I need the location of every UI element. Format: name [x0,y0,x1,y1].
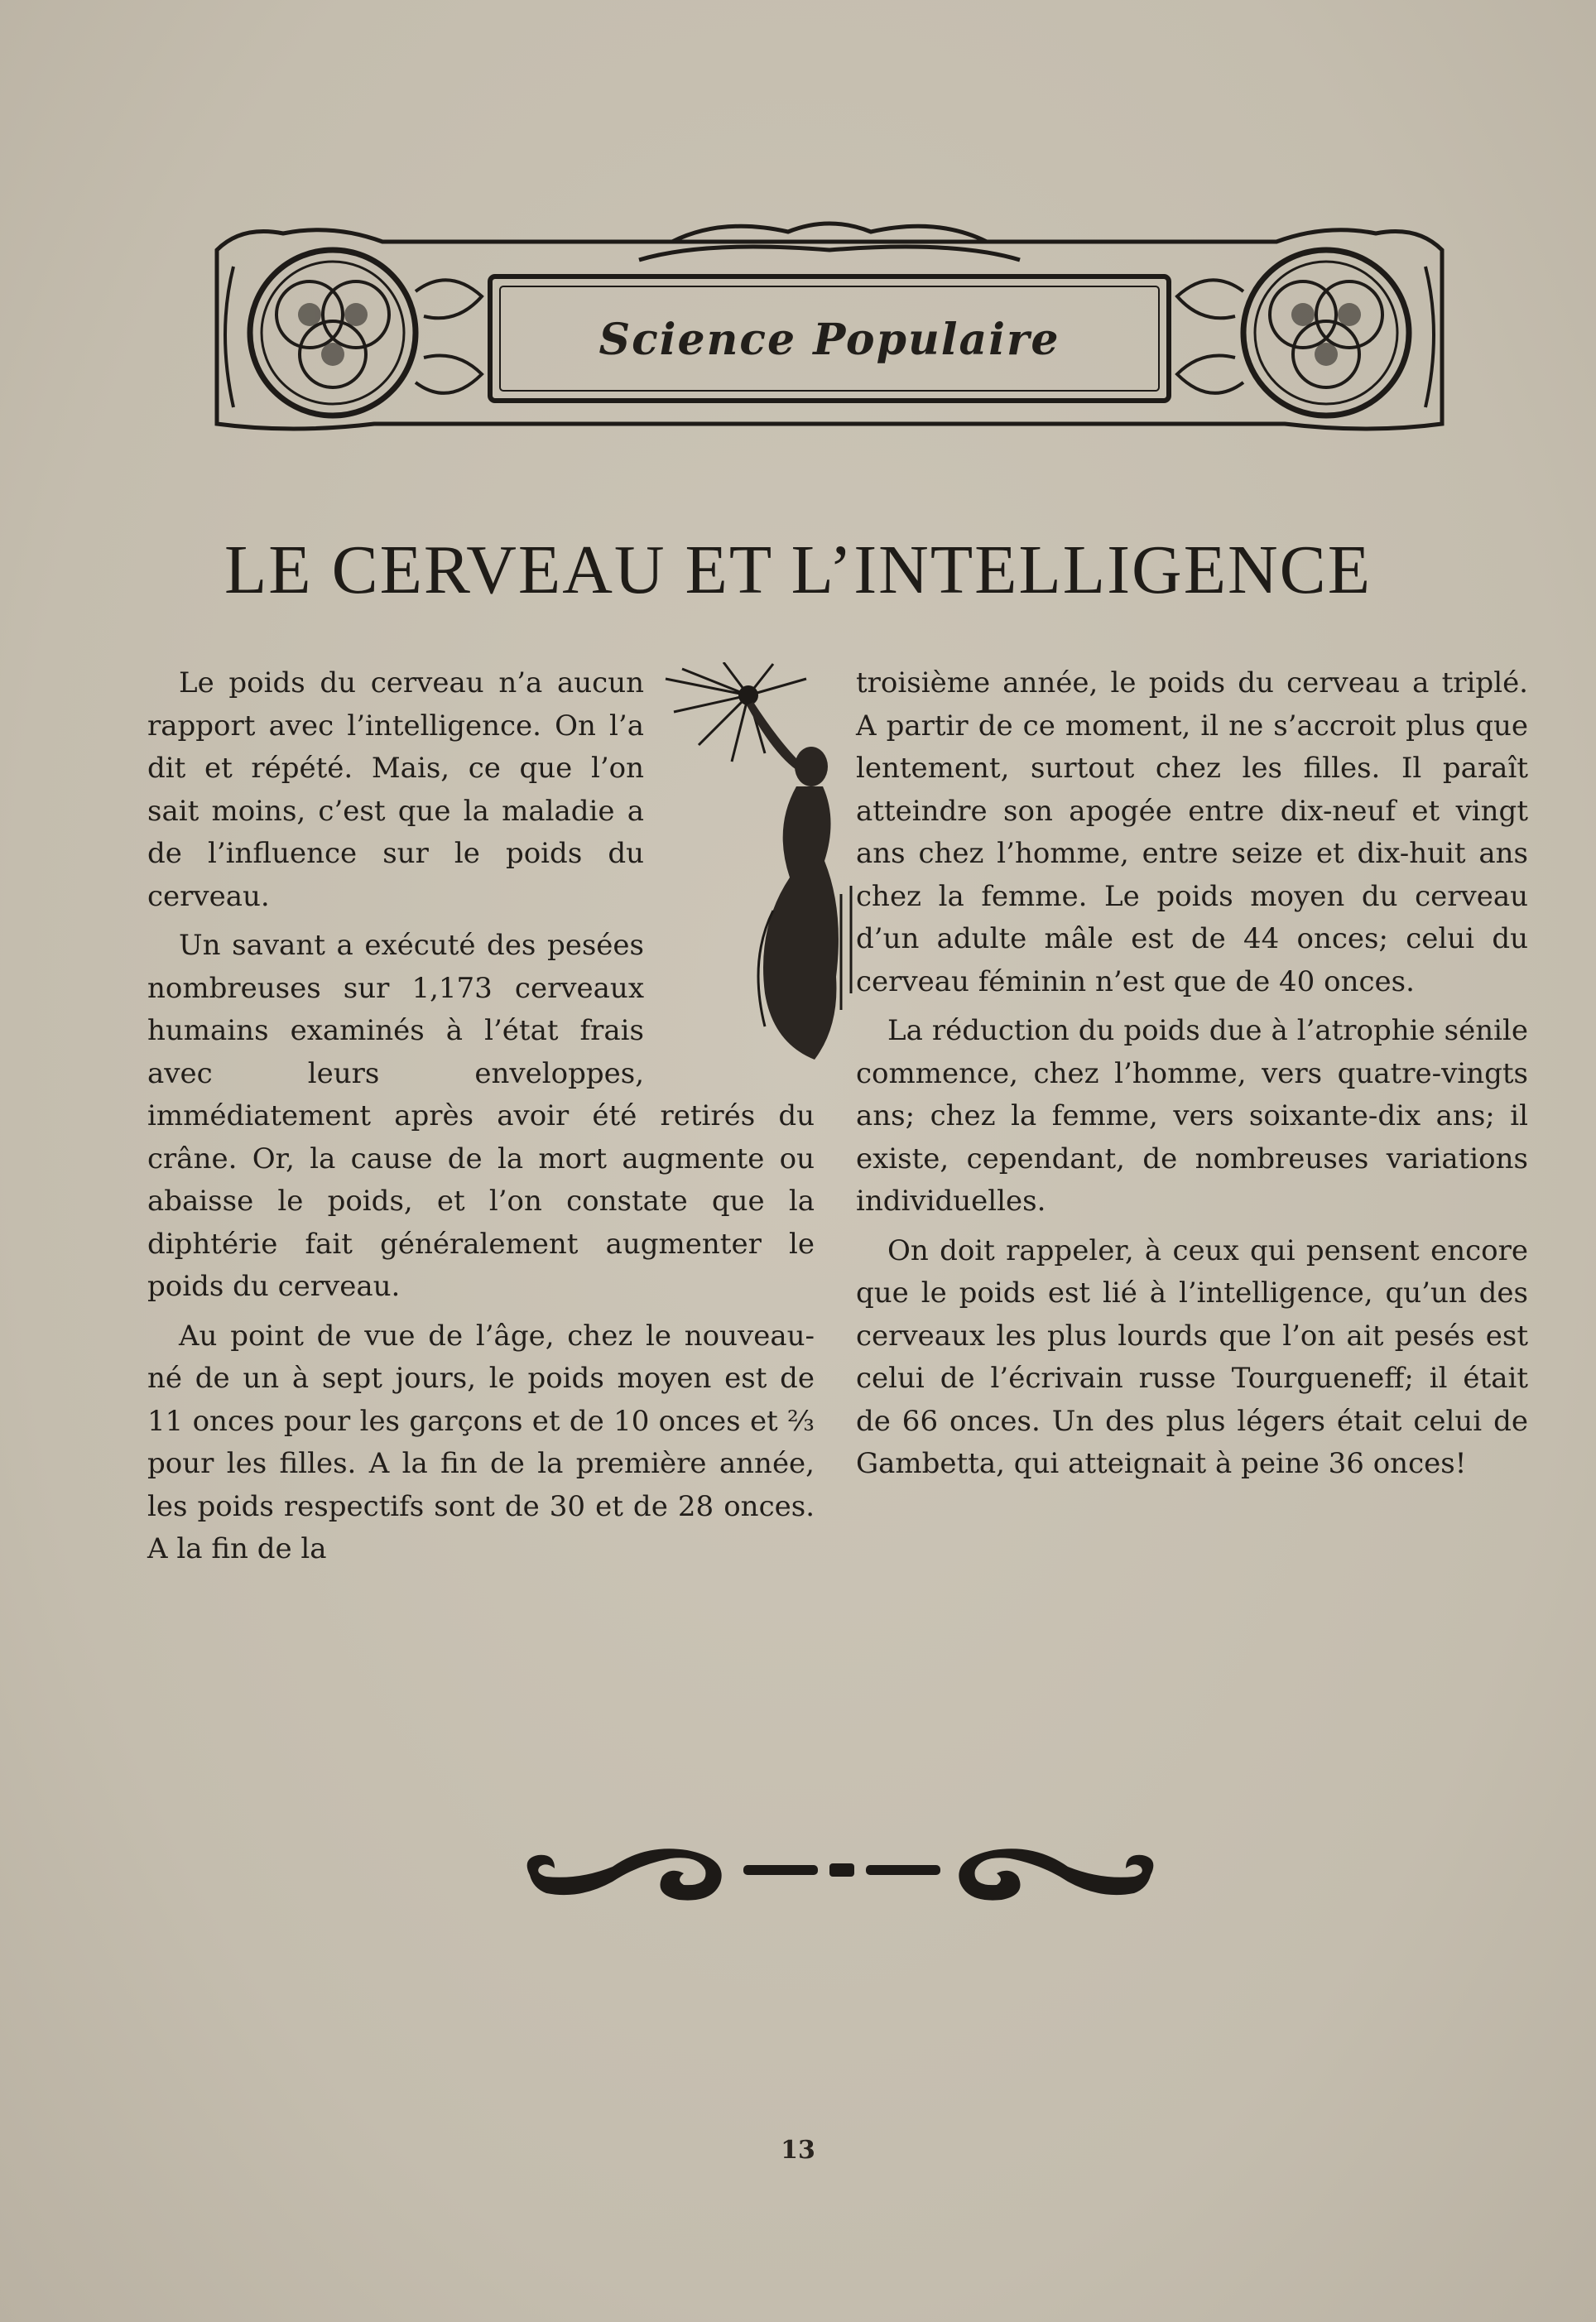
paragraph: Au point de vue de l’âge, chez le nouveau-né de un à sept jours, le poids moyen est de 11 onces pour les garçons et de 10 onces et ⅔ pour les filles. A la fin de la première année, les poids respectifs sont de 30 et de 28 onces. A la fin de la [147,1319,815,1565]
section-banner [209,217,1450,440]
paragraph: On doit rappeler, à ceux qui pensent encore que le poids est lié à l’intelligence, qu’un des cerveaux les plus lourds que l’on ait pesés est celui de l’écrivain russe Tourgueneff; il était de 66 onces. Un des plus légers était celui de Gambetta, qui atteignait à peine 36 onces! [856,1233,1528,1480]
article-title: LE CERVEAU ET L’INTELLIGENCE [224,531,1372,608]
illustration [649,662,864,1076]
scroll-ornament-icon [522,1834,1159,1908]
paragraph: La réduction du poids due à l’atrophie sénile commence, chez l’homme, vers quatre-vingts ans; chez la femme, vers soixante-dix ans; il existe, cependant, de nombreuses variations individuelles. [856,1014,1528,1218]
banner-title: Science Populaire [598,315,1060,365]
paragraph: Le poids du cerveau n’a aucun rapport avec l’intelligence. On l’a dit et répété. Mais, ce que l’on sait moins, c’est que la maladie a de l’influence sur le poids du cerveau. [147,666,644,913]
article-right-column [856,662,1528,1486]
article-left-column [147,662,815,1571]
paragraph: Un savant a exécuté des pesées nombreuses sur 1,173 cerveaux humains examinés à l’état frais avec leurs enveloppes, immédiatement après avoir été retirés du crâne. Or, la cause de la mort augmente ou abaisse le poids, et l’on constate que la diphtérie fait généralement augmenter le poids du cerveau. [147,929,815,1303]
end-ornament [522,1834,1159,1908]
paragraph: troisième année, le poids du cerveau a triplé. A partir de ce moment, il ne s’accroit plus que lentement, surtout chez les filles. Il paraît atteindre son apogée entre dix-neuf et vingt ans chez l’homme, entre seize et dix-huit ans chez la femme. Le poids moyen du cerveau d’un adulte mâle est de 44 onces; celui du cerveau féminin n’est que de 40 onces. [856,666,1528,998]
page-number: 13 [781,2136,815,2165]
torch-bearer-figure-icon [649,662,864,1076]
